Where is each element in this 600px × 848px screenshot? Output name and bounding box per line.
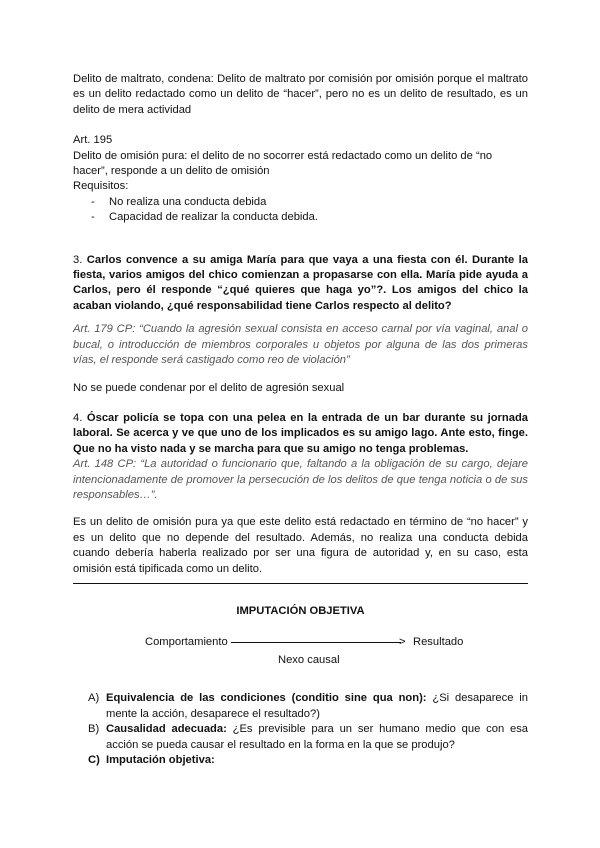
list-item: - Capacidad de realizar la conducta debida. [91, 210, 528, 225]
causal-diagram [73, 631, 528, 671]
art195-text: Delito de omisión pura: el delito de no socorrer está redactado como un delito de “no hacer”, responde a un delito de omisión [73, 149, 493, 178]
item-heading: Equivalencia de las condiciones (conditio sine qua non): [106, 692, 427, 705]
item-marker: C) [88, 754, 100, 766]
item-heading: Causalidad adecuada: [106, 723, 227, 736]
imputacion-list [73, 691, 528, 768]
question-3 [73, 253, 528, 315]
requisitos-list [73, 195, 528, 226]
list-item: - No realiza una conducta debida [91, 195, 528, 210]
section-divider [73, 583, 528, 584]
item-heading: Imputación objetiva: [106, 754, 215, 766]
question-4-text: Óscar policía se topa con una pelea en la entrada de un bar durante su jornada laboral. Se acerca y ve que uno de los implicados es su amigo lago. Ante esto, finge. Que no ha visto nada y se marcha para que su amigo no tenga problemas. [73, 411, 528, 455]
question-4 [73, 411, 528, 457]
item-marker: A) [88, 692, 100, 705]
list-item [73, 753, 528, 768]
art195-title: Art. 195 [73, 134, 113, 147]
requisitos-label: Requisitos: [73, 180, 129, 193]
question-3-text: Carlos convence a su amiga María para que vaya a una fiesta con él. Durante la fiesta, varios amigos del chico comienzan a propasarse con ella. María pide ayuda a Carlos, pero él responde “¿qué quieres que haga yo”?. Los amigos del chico la acaban violando, ¿qué responsabilidad tiene Carlos respecto al delito? [73, 253, 528, 312]
imputacion-title: IMPUTACIÓN OBJETIVA [236, 604, 365, 617]
diagram-caption: Nexo causal [278, 654, 340, 667]
list-item [73, 722, 528, 753]
item-text: ¿Si desaparece in mente la acción, desaparece el resultado?) [106, 692, 528, 720]
item-text: ¿Es previsible para un ser humano medio que con esa acción se pueda causar el resultado en la forma en la que se produjo? [106, 723, 529, 751]
arrow-head-icon: > [399, 636, 406, 649]
list-item [73, 691, 528, 722]
question-4-answer: Es un delito de omisión pura ya que este delito está redactado en término de “no hacer” y es un delito que no depende del resultado. Además, no realiza una conducta debida cuando debería haberla realizado por ser una figura de autoridad y, en su caso, esta omisión está tipificada como un delito. [73, 516, 528, 575]
maltrato-paragraph: Delito de maltrato, condena: Delito de maltrato por comisión por omisión porque el maltrato es un delito redactado como un delito de “hacer”, pero no es un delito de resultado, es un delito de mera actividad [73, 73, 528, 116]
question-3-number: 3. [73, 253, 83, 266]
diagram-right-label: Resultado [413, 636, 464, 649]
art148-citation: Art. 148 CP: “La autoridad o funcionario que, faltando a la obligación de su cargo, dejare intencionadamente de promover la persecución de los delitos de que tenga noticia o de sus responsables…”. [73, 458, 528, 501]
question-4-number: 4. [73, 411, 83, 424]
question-3-answer: No se puede condenar por el delito de agresión sexual [73, 381, 345, 394]
arrow-line [231, 642, 401, 643]
document-page [73, 72, 528, 768]
item-marker: B) [88, 723, 100, 736]
diagram-left-label: Comportamiento [145, 636, 228, 649]
art179-citation: Art. 179 CP: “Cuando la agresión sexual consista en acceso carnal por vía vaginal, anal o bucal, o introducción de miembros corporales u objetos por alguna de las dos primeras vías, el responde será castigado como reo de violación” [73, 323, 528, 367]
